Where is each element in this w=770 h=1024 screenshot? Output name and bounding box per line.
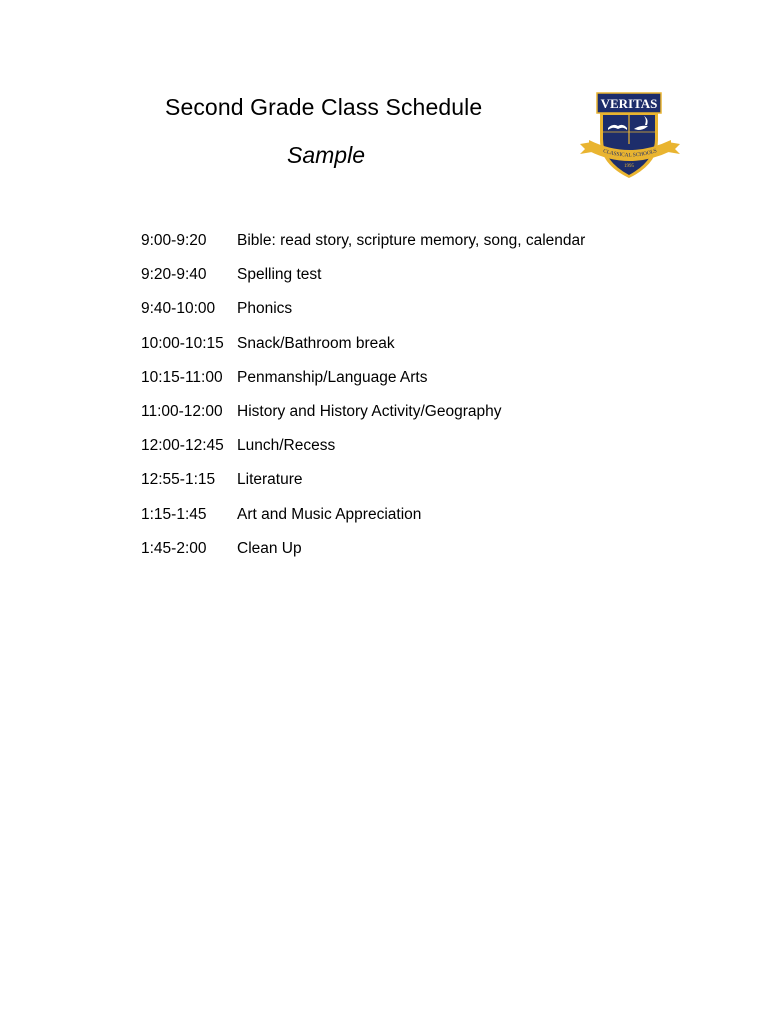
schedule-row — [141, 361, 661, 395]
logo-banner-text: VERITAS — [600, 96, 658, 111]
schedule-time: 9:20-9:40 — [141, 266, 207, 284]
schedule-row — [141, 463, 661, 497]
logo-year-text: 1995 — [624, 164, 634, 169]
schedule-activity: History and History Activity/Geography — [237, 403, 502, 421]
schedule-time: 11:00-12:00 — [141, 403, 223, 421]
schedule-time: 9:40-10:00 — [141, 300, 216, 318]
schedule-activity: Literature — [237, 471, 303, 489]
schedule-activity: Lunch/Recess — [237, 437, 336, 455]
schedule-activity: Snack/Bathroom break — [237, 334, 395, 352]
schedule-activity: Art and Music Appreciation — [237, 505, 422, 523]
document-title: Second Grade Class Schedule — [165, 94, 483, 120]
schedule-row — [141, 292, 661, 326]
schedule-activity: Phonics — [237, 300, 293, 318]
document-subtitle: Sample — [287, 142, 365, 168]
schedule-time: 1:15-1:45 — [141, 505, 207, 523]
schedule-time: 12:00-12:45 — [141, 437, 224, 455]
schedule-time: 9:00-9:20 — [141, 232, 207, 250]
logo-ribbon-text: CLASSICAL SCHOOLS — [602, 148, 658, 159]
schedule-activity: Spelling test — [237, 266, 322, 284]
schedule-row — [141, 532, 661, 566]
schedule-row — [141, 429, 661, 463]
schedule-activity: Bible: read story, scripture memory, song, calendar — [237, 232, 586, 250]
schedule-time: 12:55-1:15 — [141, 471, 216, 489]
schedule-list — [141, 224, 661, 566]
schedule-activity: Clean Up — [237, 539, 302, 557]
schedule-time: 1:45-2:00 — [141, 539, 207, 557]
veritas-school-crest-logo — [578, 92, 682, 182]
schedule-row — [141, 395, 661, 429]
schedule-time: 10:00-10:15 — [141, 334, 224, 352]
schedule-row — [141, 258, 661, 292]
schedule-activity: Penmanship/Language Arts — [237, 368, 428, 386]
schedule-row — [141, 224, 661, 258]
schedule-row — [141, 327, 661, 361]
schedule-time: 10:15-11:00 — [141, 368, 223, 386]
schedule-row — [141, 498, 661, 532]
